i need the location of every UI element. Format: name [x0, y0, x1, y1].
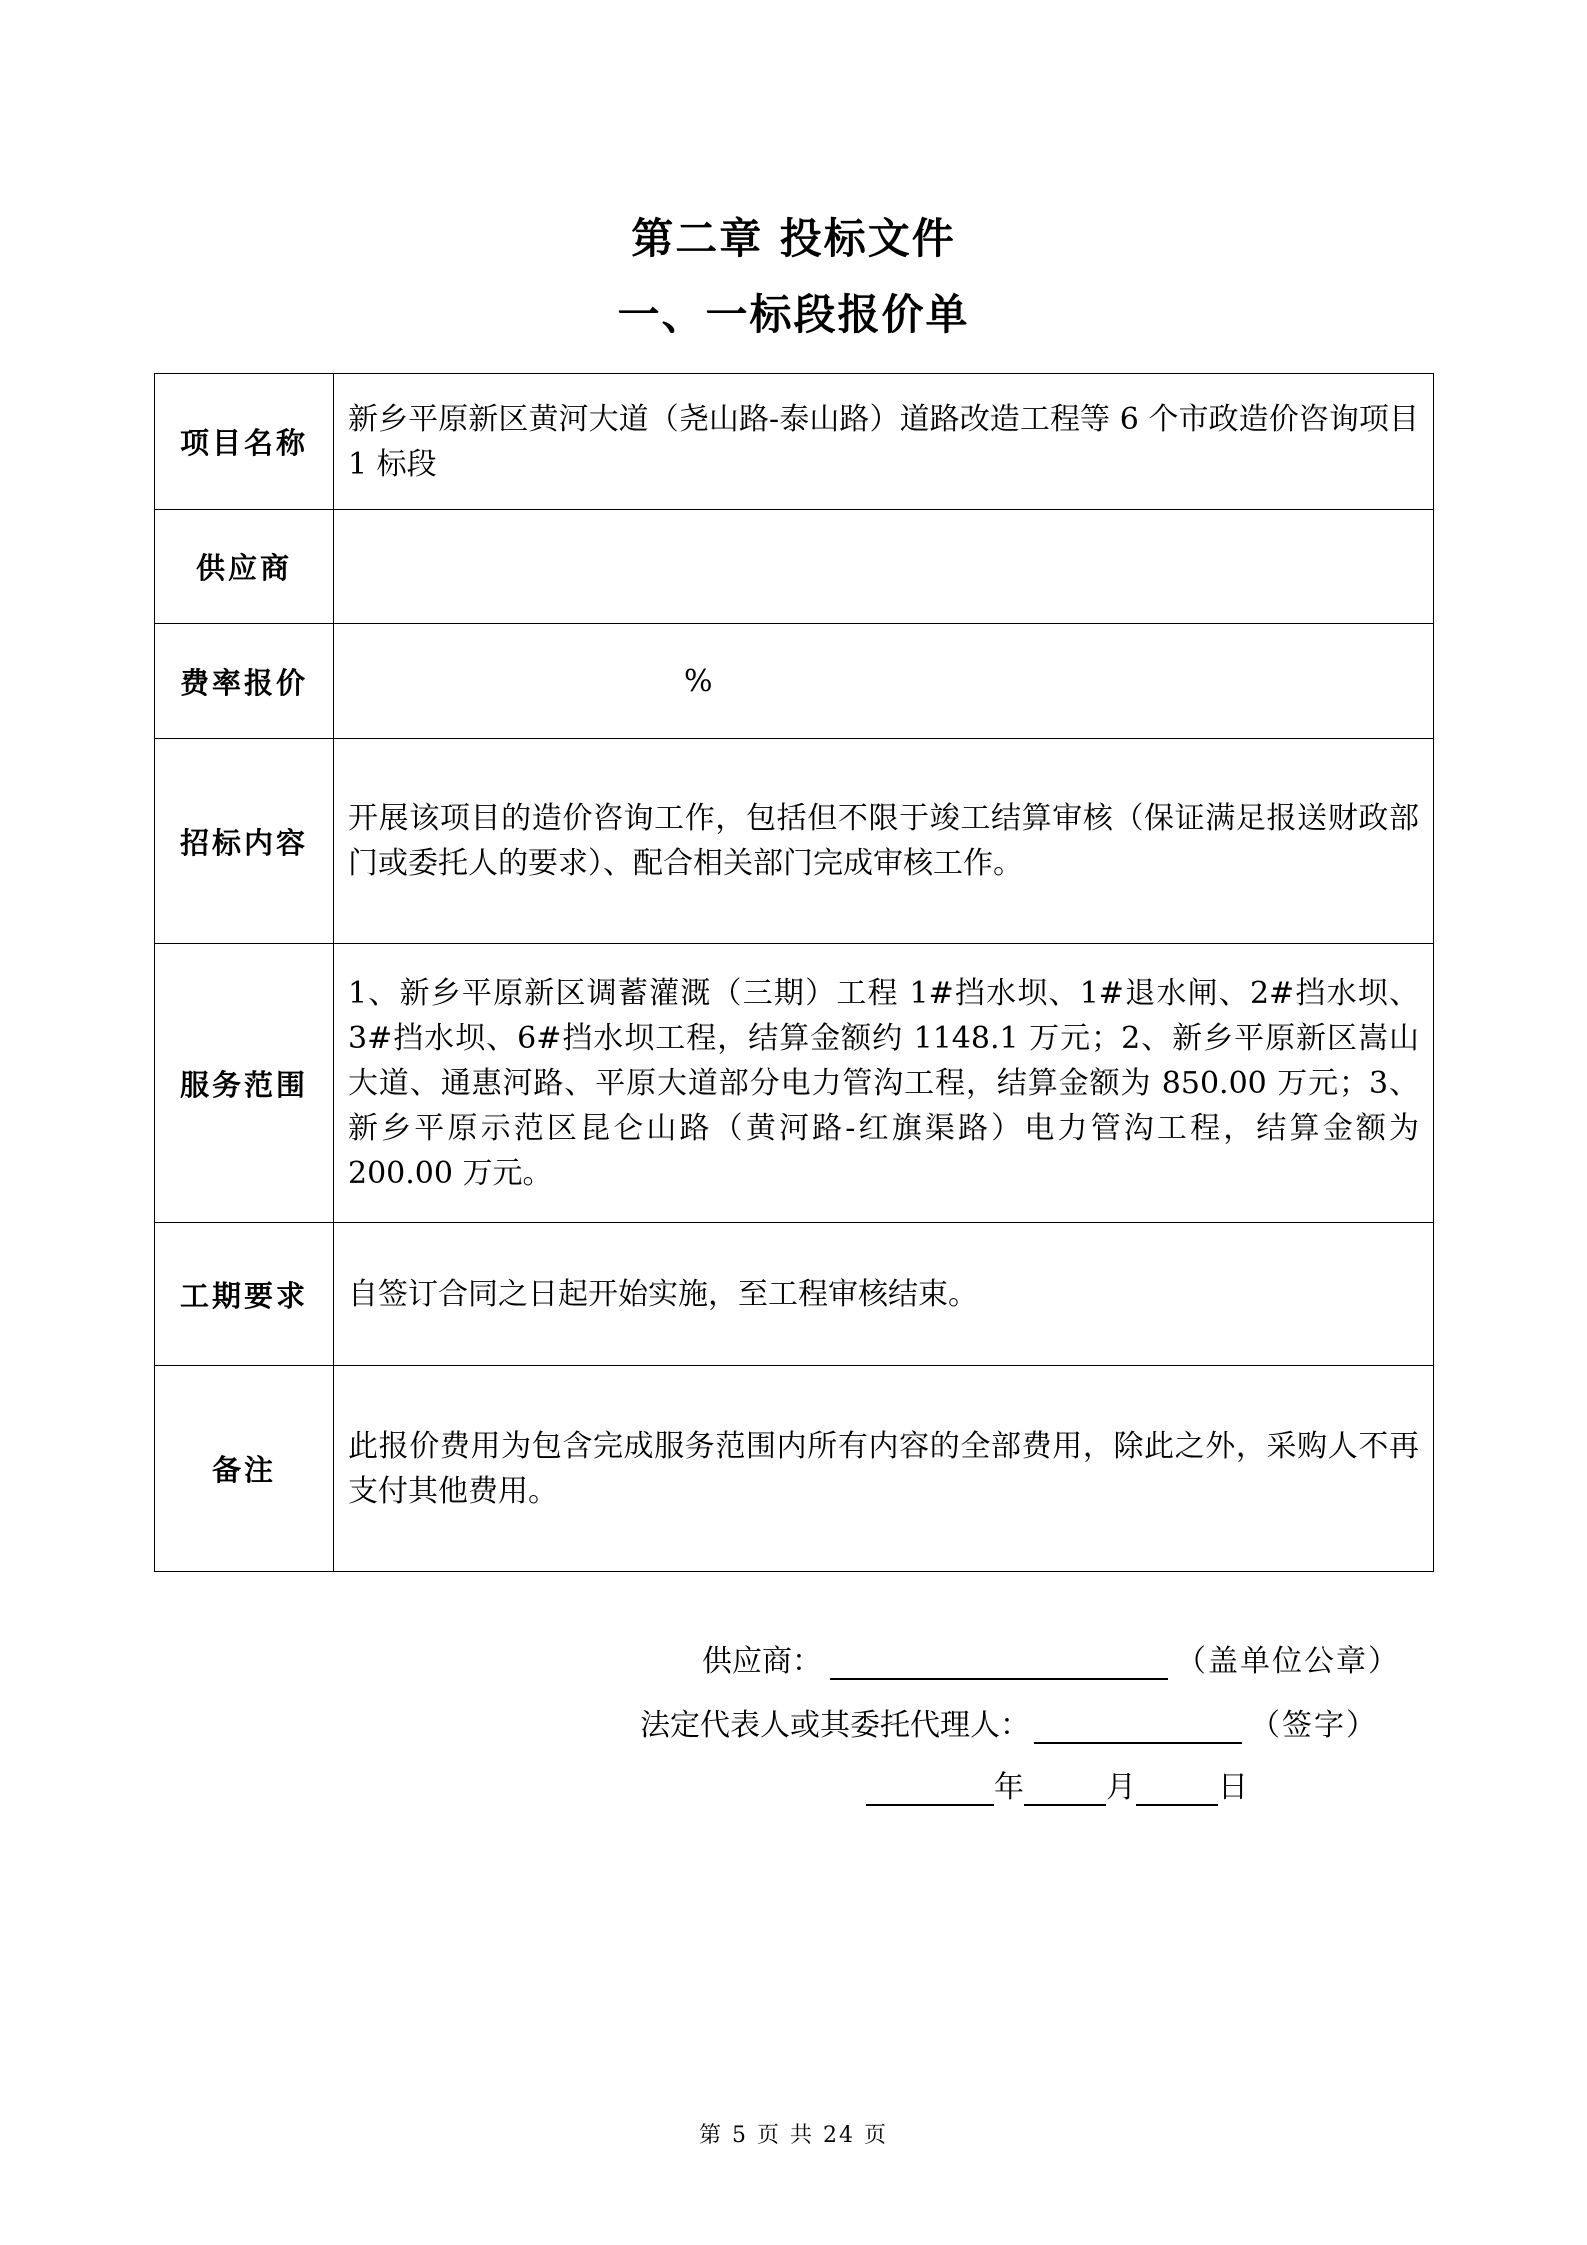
rate-quote-value[interactable]: %	[334, 624, 1434, 739]
schedule-value: 自签订合同之日起开始实施，至工程审核结束。	[334, 1223, 1434, 1366]
table-row	[155, 624, 1434, 739]
quote-table	[154, 373, 1434, 1572]
supplier-stamp-note: （盖单位公章）	[1176, 1644, 1400, 1679]
chapter-title: 第二章 投标文件	[631, 214, 956, 263]
table-row	[155, 1366, 1434, 1572]
representative-signature-field[interactable]	[1034, 1706, 1242, 1744]
row-label-tender-content: 招标内容	[155, 739, 334, 944]
date-line	[866, 1762, 1248, 1806]
month-label: 月	[1106, 1770, 1136, 1805]
row-label-supplier: 供应商	[155, 510, 334, 624]
table-row	[155, 510, 1434, 624]
service-scope-value: 1、新乡平原新区调蓄灌溉（三期）工程 1#挡水坝、1#退水闸、2#挡水坝、3#挡水坝、6#挡水坝工程，结算金额约 1148.1 万元；2、新乡平原新区嵩山大道、通惠河路、平原大道部分电力管沟工程，结算金额为 850.00 万元；3、新乡平原示范区昆仑山路（黄河路-红旗渠路）电力管沟工程，结算金额为 200.00 万元。	[334, 944, 1434, 1223]
table-row	[155, 1223, 1434, 1366]
table-row	[155, 374, 1434, 510]
project-name-value: 新乡平原新区黄河大道（尧山路-泰山路）道路改造工程等 6 个市政造价咨询项目 1 标段	[334, 374, 1434, 510]
section-title: 一、一标段报价单	[617, 290, 970, 339]
day-label: 日	[1218, 1770, 1248, 1805]
year-label: 年	[994, 1770, 1024, 1805]
year-field[interactable]	[866, 1768, 994, 1806]
supplier-signature-field[interactable]	[830, 1642, 1168, 1680]
supplier-signature-line	[702, 1636, 1400, 1680]
remarks-value: 此报价费用为包含完成服务范围内所有内容的全部费用，除此之外，采购人不再支付其他费用。	[334, 1366, 1434, 1572]
representative-sign-note: （签字）	[1250, 1708, 1378, 1743]
row-label-remarks: 备注	[155, 1366, 334, 1572]
row-label-service-scope: 服务范围	[155, 944, 334, 1223]
supplier-signature-label: 供应商：	[702, 1644, 822, 1679]
page-footer: 第 5 页 共 24 页	[699, 2123, 888, 2148]
row-label-rate-quote: 费率报价	[155, 624, 334, 739]
representative-signature-line	[640, 1700, 1378, 1744]
tender-content-value: 开展该项目的造价咨询工作，包括但不限于竣工结算审核（保证满足报送财政部门或委托人的要求）、配合相关部门完成审核工作。	[334, 739, 1434, 944]
day-field[interactable]	[1136, 1768, 1218, 1806]
row-label-schedule: 工期要求	[155, 1223, 334, 1366]
table-row	[155, 944, 1434, 1223]
month-field[interactable]	[1024, 1768, 1106, 1806]
table-row	[155, 739, 1434, 944]
supplier-value[interactable]	[334, 510, 1434, 624]
row-label-project-name: 项目名称	[155, 374, 334, 510]
representative-signature-label: 法定代表人或其委托代理人：	[640, 1708, 1030, 1743]
